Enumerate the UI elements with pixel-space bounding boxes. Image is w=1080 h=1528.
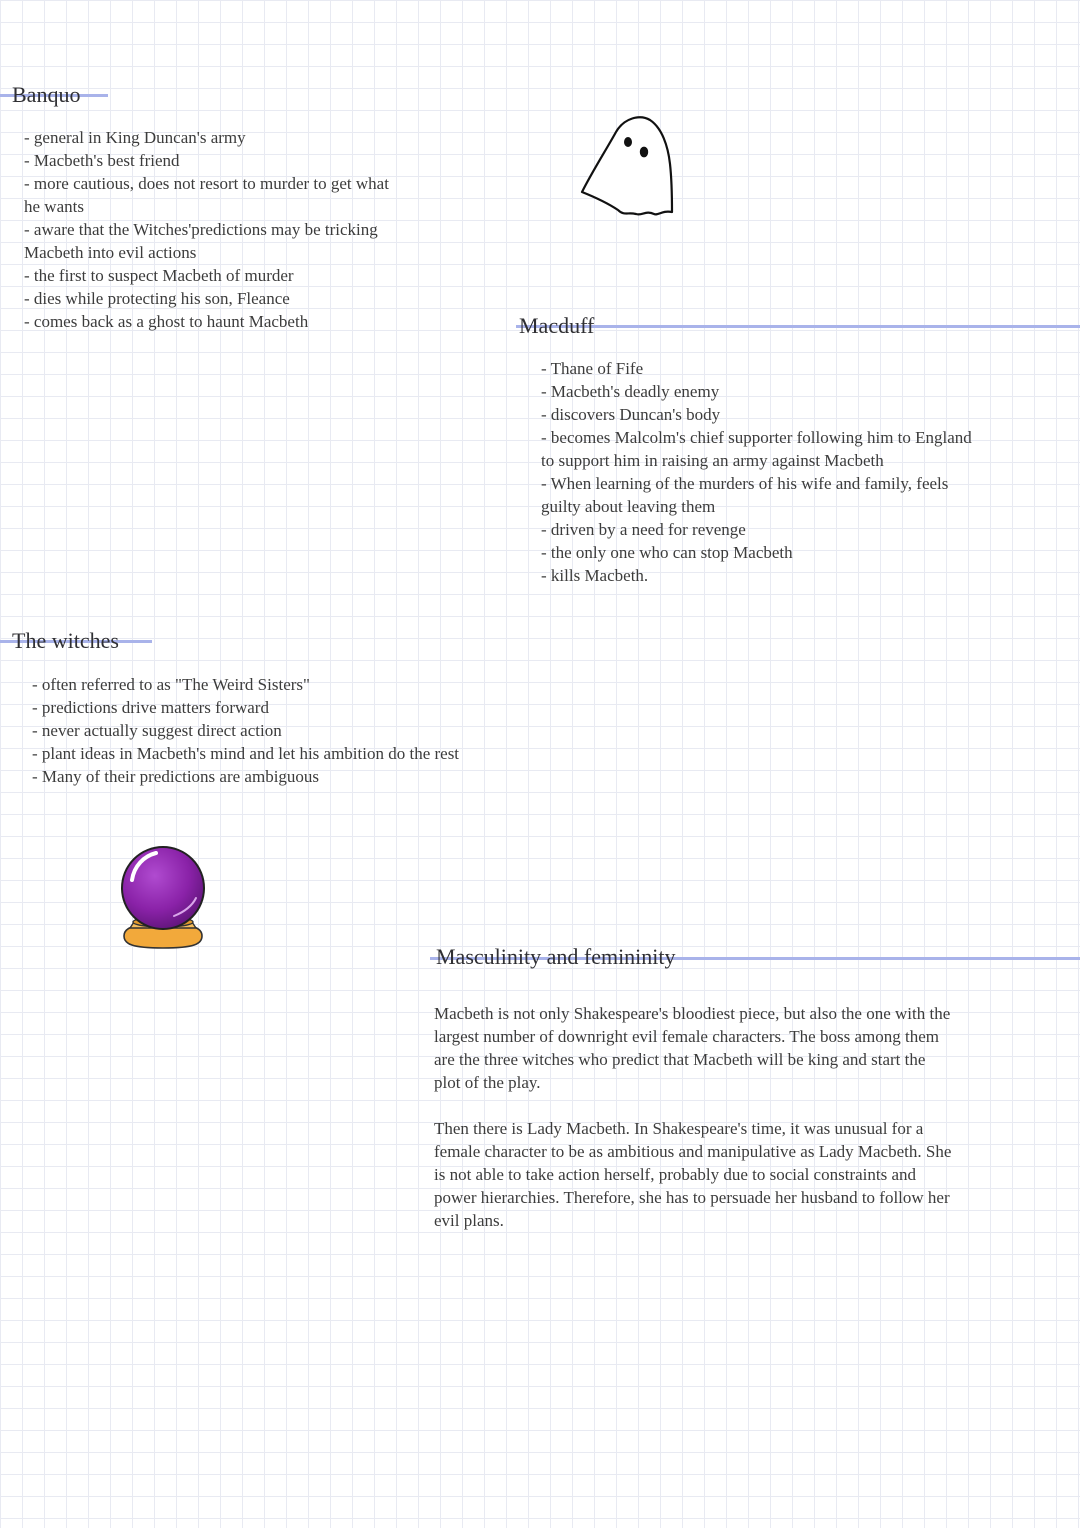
list-item: - plant ideas in Macbeth's mind and let his ambition do the rest xyxy=(32,744,460,763)
list-item: - Macbeth's deadly enemy xyxy=(541,382,720,401)
list-item: guilty about leaving them xyxy=(541,497,716,516)
list-item: to support him in raising an army against Macbeth xyxy=(541,451,884,470)
gender-heading: Masculinity and femininity xyxy=(436,944,676,969)
list-item: - the first to suspect Macbeth of murder xyxy=(24,266,294,285)
paragraph-line: Then there is Lady Macbeth. In Shakespeare's time, it was unusual for a xyxy=(434,1119,924,1138)
list-item: - discovers Duncan's body xyxy=(541,405,721,424)
list-item: Macbeth into evil actions xyxy=(24,243,197,262)
macduff-notes xyxy=(541,357,972,587)
paragraph-line: power hierarchies. Therefore, she has to persuade her husband to follow her xyxy=(434,1188,950,1207)
list-item: - aware that the Witches'predictions may be tricking xyxy=(24,220,378,239)
witches-heading: The witches xyxy=(12,628,119,653)
list-item: - Macbeth's best friend xyxy=(24,151,180,170)
ghost-icon xyxy=(578,112,678,218)
list-item: he wants xyxy=(24,197,84,216)
witches-notes xyxy=(32,673,459,788)
macduff-heading-underline xyxy=(516,325,1080,328)
list-item: - Many of their predictions are ambiguous xyxy=(32,767,320,786)
list-item: - Thane of Fife xyxy=(541,359,644,378)
paragraph-line: plot of the play. xyxy=(434,1073,541,1092)
list-item: - comes back as a ghost to haunt Macbeth xyxy=(24,312,309,331)
gender-paragraph-2 xyxy=(434,1117,951,1232)
paragraph-line: is not able to take action herself, probably due to social constraints and xyxy=(434,1165,917,1184)
paragraph-line: female character to be as ambitious and manipulative as Lady Macbeth. She xyxy=(434,1142,952,1161)
banquo-heading: Banquo xyxy=(12,82,81,107)
list-item: - becomes Malcolm's chief supporter following him to England xyxy=(541,428,972,447)
paragraph-line: Macbeth is not only Shakespeare's bloodiest piece, but also the one with the xyxy=(434,1004,951,1023)
list-item: - kills Macbeth. xyxy=(541,566,649,585)
crystal-ball-icon xyxy=(118,842,208,952)
list-item: - often referred to as "The Weird Sisters" xyxy=(32,675,310,694)
macduff-heading: Macduff xyxy=(519,313,595,338)
paragraph-line: evil plans. xyxy=(434,1211,504,1230)
list-item: - driven by a need for revenge xyxy=(541,520,746,539)
paragraph-line: are the three witches who predict that Macbeth will be king and start the xyxy=(434,1050,926,1069)
list-item: - predictions drive matters forward xyxy=(32,698,269,717)
list-item: - the only one who can stop Macbeth xyxy=(541,543,793,562)
list-item: - general in King Duncan's army xyxy=(24,128,246,147)
list-item: - dies while protecting his son, Fleance xyxy=(24,289,290,308)
paragraph-line: largest number of downright evil female characters. The boss among them xyxy=(434,1027,939,1046)
list-item: - never actually suggest direct action xyxy=(32,721,282,740)
gender-paragraph-1 xyxy=(434,1002,950,1094)
list-item: - more cautious, does not resort to murder to get what xyxy=(24,174,389,193)
list-item: - When learning of the murders of his wife and family, feels xyxy=(541,474,949,493)
banquo-notes xyxy=(24,126,389,333)
